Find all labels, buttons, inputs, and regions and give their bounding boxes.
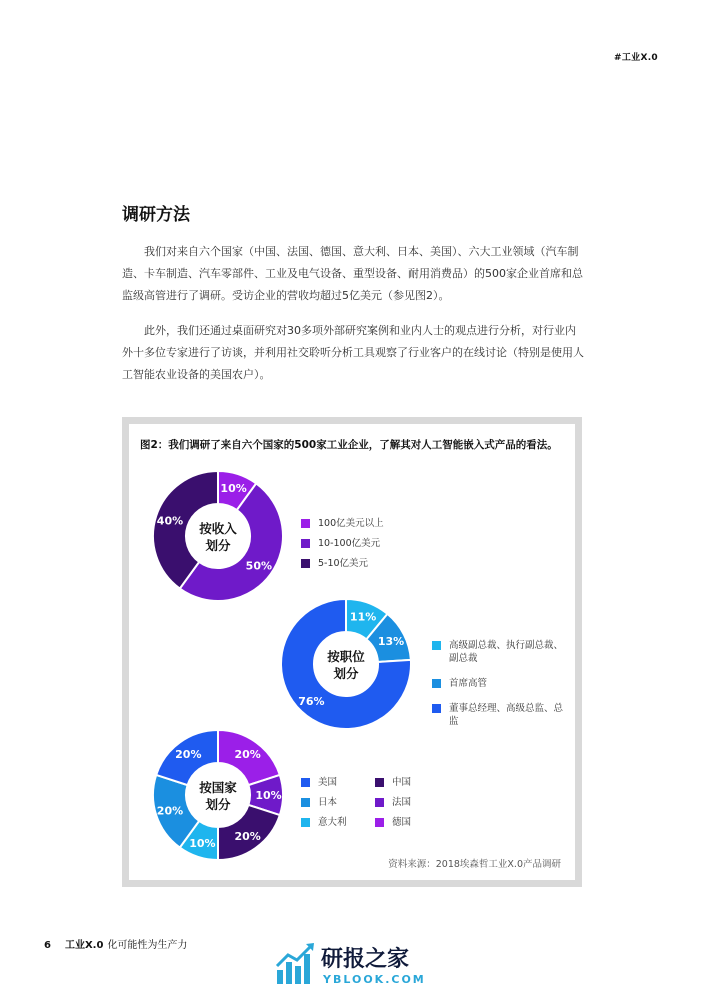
legend-swatch	[301, 519, 310, 528]
revenue-center-label: 按收入	[199, 521, 237, 536]
legend-country	[301, 776, 455, 829]
legend-item	[432, 702, 572, 728]
figure-source: 资料来源：2018埃森哲工业X.0产品调研	[388, 859, 561, 870]
header-tag: #工业X.0	[614, 53, 658, 63]
page-number: 6	[44, 940, 51, 951]
position-value-label: 13%	[377, 635, 405, 649]
legend-swatch	[301, 539, 310, 548]
country-value-label: 20%	[156, 804, 184, 818]
bar-chart-icon	[277, 943, 314, 984]
figure-box	[122, 417, 582, 887]
figure-title: 图2：我们调研了来自六个国家的500家工业企业，了解其对人工智能嵌入式产品的看法。	[140, 439, 558, 451]
legend-label: 德国	[392, 817, 412, 828]
country-center-label: 划分	[205, 797, 231, 812]
position-center-label: 划分	[333, 666, 359, 681]
position-center-label: 按职位	[327, 649, 365, 664]
footer-tagline: 化可能性为生产力	[107, 940, 188, 951]
legend-position	[432, 639, 572, 735]
legend-item	[301, 557, 384, 570]
legend-swatch	[432, 679, 441, 688]
country-value-label: 20%	[234, 748, 261, 762]
legend-swatch	[301, 778, 310, 787]
legend-label: 日本	[318, 797, 338, 808]
revenue-value-label: 40%	[156, 514, 184, 528]
legend-item	[301, 776, 375, 789]
legend-label: 董事总经理、高级总监、总监	[449, 703, 564, 727]
legend-label: 法国	[392, 797, 412, 808]
legend-label: 意大利	[318, 817, 347, 828]
legend-label: 高级副总裁、执行副总裁、副总裁	[449, 640, 564, 664]
legend-swatch	[301, 818, 310, 827]
legend-swatch	[375, 778, 384, 787]
legend-item	[301, 517, 384, 530]
legend-label: 5-10亿美元	[318, 558, 369, 569]
revenue-value-label: 50%	[245, 559, 273, 573]
legend-item	[375, 776, 455, 789]
legend-label: 10-100亿美元	[318, 538, 381, 549]
country-center-label: 按国家	[199, 780, 237, 795]
legend-label: 100亿美元以上	[318, 518, 384, 529]
country-value-label: 20%	[234, 829, 261, 843]
legend-label: 美国	[318, 777, 338, 788]
legend-item	[301, 816, 375, 829]
legend-item	[432, 639, 572, 665]
position-value-label: 11%	[349, 610, 377, 624]
paragraph-research: 此外，我们还通过桌面研究对30多项外部研究案例和业内人士的观点进行分析，对行业内外十多位专家进行了访谈，并利用社交聆听分析工具观察了行业客户的在线讨论（特别是使用人工智能农业设备的美国农户）。	[122, 324, 584, 381]
legend-swatch	[301, 559, 310, 568]
legend-swatch	[375, 798, 384, 807]
legend-swatch	[432, 704, 441, 713]
figure-inner	[129, 424, 575, 880]
section-title: 调研方法	[122, 205, 190, 225]
country-value-label: 10%	[189, 837, 216, 851]
paragraph-method: 我们对来自六个国家（中国、法国、德国、意大利、日本、美国）、六大工业领域（汽车制造、卡车制造、汽车零部件、工业及电气设备、重型设备、耐用消费品）的500家企业首席和总监级高管进行了调研。受访企业的营收均超过5亿美元（参见图2）。	[122, 245, 583, 302]
legend-swatch	[375, 818, 384, 827]
footer-brand: 工业X.0	[64, 940, 104, 951]
legend-swatch	[301, 798, 310, 807]
legend-revenue	[301, 517, 384, 577]
legend-item	[375, 796, 455, 809]
country-value-label: 20%	[175, 748, 202, 762]
legend-item	[301, 537, 384, 550]
legend-item	[301, 796, 375, 809]
page-footer	[44, 936, 187, 951]
revenue-center-label: 划分	[205, 538, 231, 553]
watermark-text: 研报之家	[321, 947, 410, 972]
country-value-label: 10%	[255, 789, 282, 802]
position-value-label: 76%	[298, 694, 325, 708]
legend-swatch	[432, 641, 441, 650]
legend-label: 首席高管	[449, 678, 488, 689]
legend-item	[375, 816, 455, 829]
watermark-url: YBLOOK.COM	[323, 973, 426, 986]
watermark-logo	[275, 940, 435, 988]
revenue-value-label: 10%	[220, 481, 247, 495]
legend-item	[432, 677, 572, 690]
legend-label: 中国	[392, 777, 412, 788]
